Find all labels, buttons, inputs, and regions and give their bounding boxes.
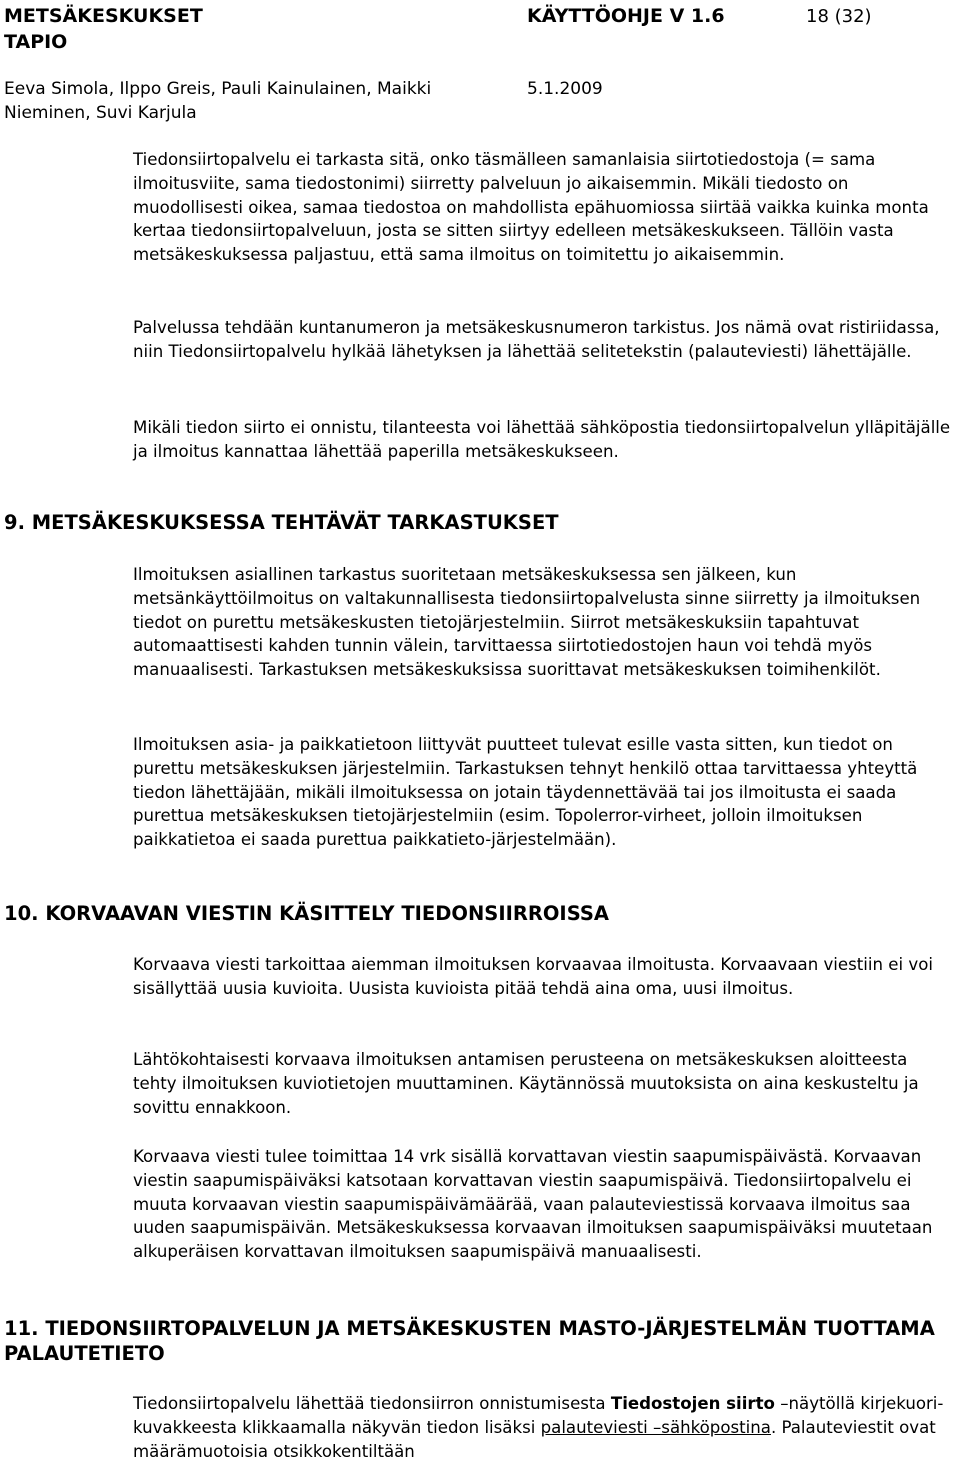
header-authors-line2: Nieminen, Suvi Karjula [4,103,197,123]
section-9-p1-text: Ilmoituksen asiallinen tarkastus suoritetaan metsäkeskuksessa sen jälkeen, kun metsänkäyttöilmoitus on valtakunnallisesta tiedonsiirtopalvelusta sinne siirretty ja ilmoituksen tiedot on purettu metsäkeskusten tietojärjestelmiin. Siirrot metsäkeskuksiin tapahtuvat automaattisesti kahden tunnin välein, tarvittaessa siirtotiedostojen haun voi tehdä myös manuaalisesti. Tarkastuksen metsäkeskuksissa suorittavat metsäkeskuksen toimihenkilöt. [133,565,921,680]
header-date: 5.1.2009 [527,79,603,99]
section-10-paragraph-1 [133,953,955,1001]
header-doc-title: KÄYTTÖOHJE V 1.6 [527,5,725,27]
section-10-p2-text: Lähtökohtaisesti korvaava ilmoituksen antamisen perusteena on metsäkeskuksen aloitteesta tehty ilmoituksen kuviotietojen muuttaminen. Käytännössä muutoksista on aina keskusteltu ja sovittu ennakkoon. [133,1050,919,1117]
section-11-p1-bold: Tiedostojen siirto [610,1394,775,1413]
section-11-paragraph-1 [133,1392,955,1463]
header-page-number: 18 (32) [806,6,872,27]
section-10-paragraph-3 [133,1145,955,1264]
section-9-number: 9. [4,511,25,534]
section-11-number: 11. [4,1317,39,1340]
header-authors-line1: Eeva Simola, Ilppo Greis, Pauli Kainulainen, Maikki [4,79,432,99]
section-11-heading [4,1316,944,1366]
intro-p2-text: Palvelussa tehdään kuntanumeron ja metsäkeskusnumeron tarkistus. Jos nämä ovat ristiriidassa, niin Tiedonsiirtopalvelu hylkää lähetyksen ja lähettää selitetekstin (palauteviesti) lähettäjälle. [133,318,940,361]
header-org2: TAPIO [4,31,68,53]
section-10-number: 10. [4,902,39,925]
section-11-title: TIEDONSIIRTOPALVELUN JA METSÄKESKUSTEN MASTO-JÄRJESTELMÄN TUOTTAMA PALAUTETIETO [4,1317,935,1365]
intro-paragraph-1 [133,148,955,267]
section-10-p3-text: Korvaava viesti tulee toimittaa 14 vrk sisällä korvattavan viestin saapumispäivästä. Korvaavan viestin saapumispäiväksi katsotaan korvattavan viestin saapumispäivä. Tiedonsiirtopalvelu ei muuta korvaavan viestin saapumispäivämäärää, vaan palauteviestissä korvaava ilmoitus saa uuden saapumispäivän. Metsäkeskuksessa korvaavan ilmoituksen saapumispäiväksi muutetaan alkuperäisen korvattavan ilmoituksen saapumispäivä manuaalisesti. [133,1147,933,1262]
section-9-paragraph-1 [133,563,955,682]
section-10-heading [4,901,944,926]
header-org: METSÄKESKUKSET [4,5,203,27]
section-9-title: METSÄKESKUKSESSA TEHTÄVÄT TARKASTUKSET [31,511,559,534]
section-10-p1-text: Korvaava viesti tarkoittaa aiemman ilmoituksen korvaavaa ilmoitusta. Korvaavaan viestiin ei voi sisällyttää uusia kuvioita. Uusista kuvioista pitää tehdä aina oma, uusi ilmoitus. [133,955,933,998]
section-11-p1-a: Tiedonsiirtopalvelu lähettää tiedonsiirron onnistumisesta [133,1394,611,1413]
section-10-title: KORVAAVAN VIESTIN KÄSITTELY TIEDONSIIRROISSA [45,902,609,925]
section-9-p2-text: Ilmoituksen asia- ja paikkatietoon liittyvät puutteet tulevat esille vasta sitten, kun tiedot on purettu metsäkeskuksen järjestelmiin. Tarkastuksen tehnyt henkilö ottaa tarvittaessa yhteyttä tiedon lähettäjään, mikäli ilmoituksessa on jotain täydennettävää tai jos ilmoitusta ei saada purettua metsäkeskuksen tietojärjestelmiin (esim. Topolerror-virheet, jolloin ilmoituksen paikkatietoa ei saada purettua paikkatieto-järjestelmään). [133,735,918,850]
intro-p1-text: Tiedonsiirtopalvelu ei tarkasta sitä, onko täsmälleen samanlaisia siirtotiedostoja (= sama ilmoitusviite, sama tiedostonimi) siirretty palveluun jo aikaisemmin. Mikäli tiedosto on muodollisesti oikea, samaa tiedostoa on mahdollista epähuomiossa siirtää vaikka kuinka monta kertaa tiedonsiirtopalveluun, josta se sitten siirtyy edelleen metsäkeskukseen. Tällöin vasta metsäkeskuksessa paljastuu, että sama ilmoitus on toimitettu jo aikaisemmin. [133,150,929,265]
section-9-heading [4,510,944,535]
intro-p3-text: Mikäli tiedon siirto ei onnistu, tilanteesta voi lähettää sähköpostia tiedonsiirtopalvelun ylläpitäjälle ja ilmoitus kannattaa lähettää paperilla metsäkeskukseen. [133,418,951,461]
intro-paragraph-3 [133,416,955,464]
section-11-p1-b: –näytöllä kirjekuori-kuvakkeesta klikkaamalla näkyvän tiedon lisäksi [133,1394,944,1437]
section-10-paragraph-2 [133,1048,955,1119]
intro-paragraph-2 [133,316,955,364]
section-11-p1-c: . Palauteviestit ovat määrämuotoisia otsikkokentiltään [133,1417,936,1461]
section-9-paragraph-2 [133,733,955,852]
section-11-p1-link: palauteviesti –sähköpostina [540,1417,771,1437]
section-11-p1 [133,1392,955,1463]
